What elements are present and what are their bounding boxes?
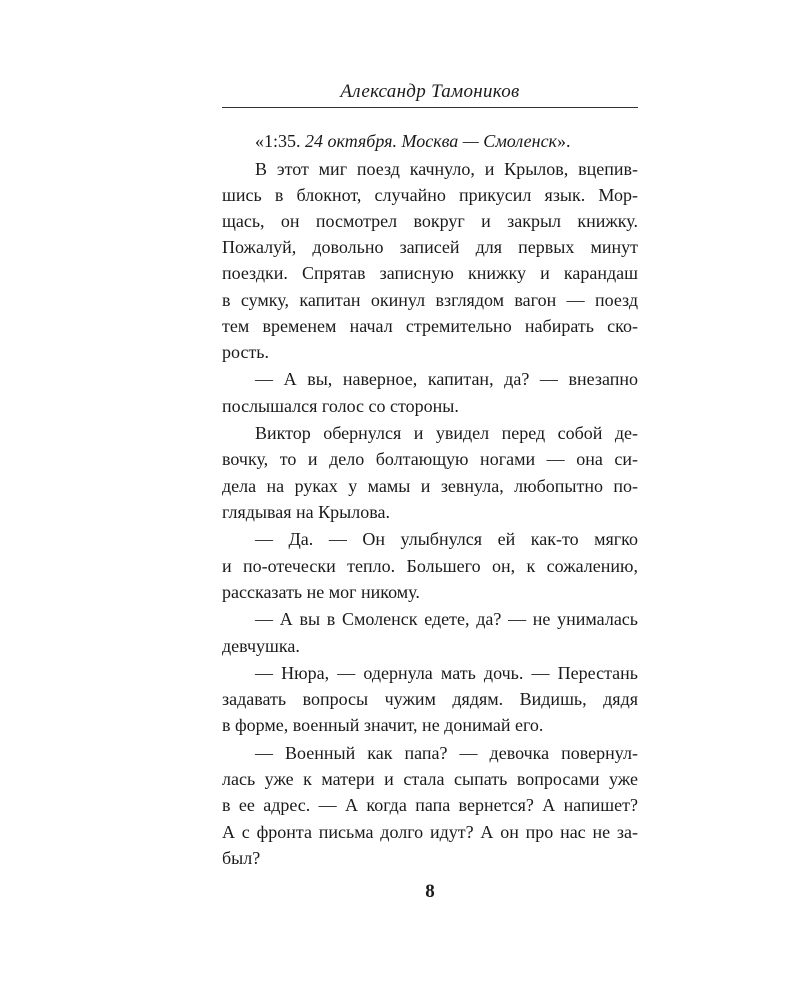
paragraph-line: глядывая на Крылова. (222, 501, 390, 522)
paragraph-line: — Нюра, — одернула мать дочь. — Перестань (255, 663, 638, 684)
paragraph-line: рость. (222, 341, 270, 362)
header-rule (222, 107, 638, 108)
paragraph-line: поездки. Спрятав записную книжку и карандаш (222, 263, 638, 284)
opening-line (222, 128, 638, 154)
paragraph-line: дела на руках у мамы и зевнула, любопытно по- (222, 475, 638, 496)
paragraph-line: рассказать не мог никому. (222, 581, 420, 602)
opening-quote-close: ». (556, 131, 571, 151)
paragraph-line: — Да. — Он улыбнулся ей как-то мягко (255, 529, 638, 550)
page-number: 8 (425, 881, 435, 902)
paragraph-line: вочку, то и дело болтающую ногами — она си- (222, 449, 638, 470)
body-text (222, 128, 638, 871)
paragraph-line: девчушка. (222, 635, 300, 656)
paragraph-line: тем временем начал стремительно набирать ско- (222, 315, 638, 336)
paragraph-line: — А вы в Смоленск едете, да? — не унималась (255, 609, 638, 630)
opening-date-place: 24 октября. Москва — Смоленск (305, 131, 557, 151)
paragraph-line: был? (222, 847, 261, 868)
paragraph-line: в форме, военный значит, не донимай его. (222, 715, 544, 736)
running-head: Александр Тамоников (340, 81, 520, 102)
paragraph-line: Пожалуй, довольно записей для первых минут (222, 237, 638, 258)
paragraph-line: щась, он посмотрел вокруг и закрыл книжку. (222, 210, 638, 231)
paragraph-line: лась уже к матери и стала сыпать вопросами уже (222, 769, 638, 790)
paragraph-line: В этот миг поезд качнуло, и Крылов, вцепив- (255, 158, 638, 179)
paragraph-line: А с фронта письма долго идут? А он про нас не за- (222, 821, 638, 842)
paragraph-line: в сумку, капитан окинул взглядом вагон — поезд (222, 289, 638, 310)
paragraph-line: послышался голос со стороны. (222, 395, 459, 416)
paragraph-line: задавать вопросы чужим дядям. Видишь, дядя (222, 689, 638, 710)
paragraph-line: — А вы, наверное, капитан, да? — внезапно (255, 369, 638, 390)
paragraph-line: шись в блокнот, случайно прикусил язык. Мор- (222, 184, 638, 205)
opening-quote-open: «1:35. (255, 131, 306, 151)
paragraph-line: и по-отечески тепло. Большего он, к сожалению, (222, 555, 638, 576)
paragraph-line: в ее адрес. — А когда папа вернется? А напишет? (222, 795, 638, 816)
paragraph-line: — Военный как папа? — девочка повернул- (255, 743, 638, 764)
paragraph-line: Виктор обернулся и увидел перед собой де- (255, 423, 638, 444)
